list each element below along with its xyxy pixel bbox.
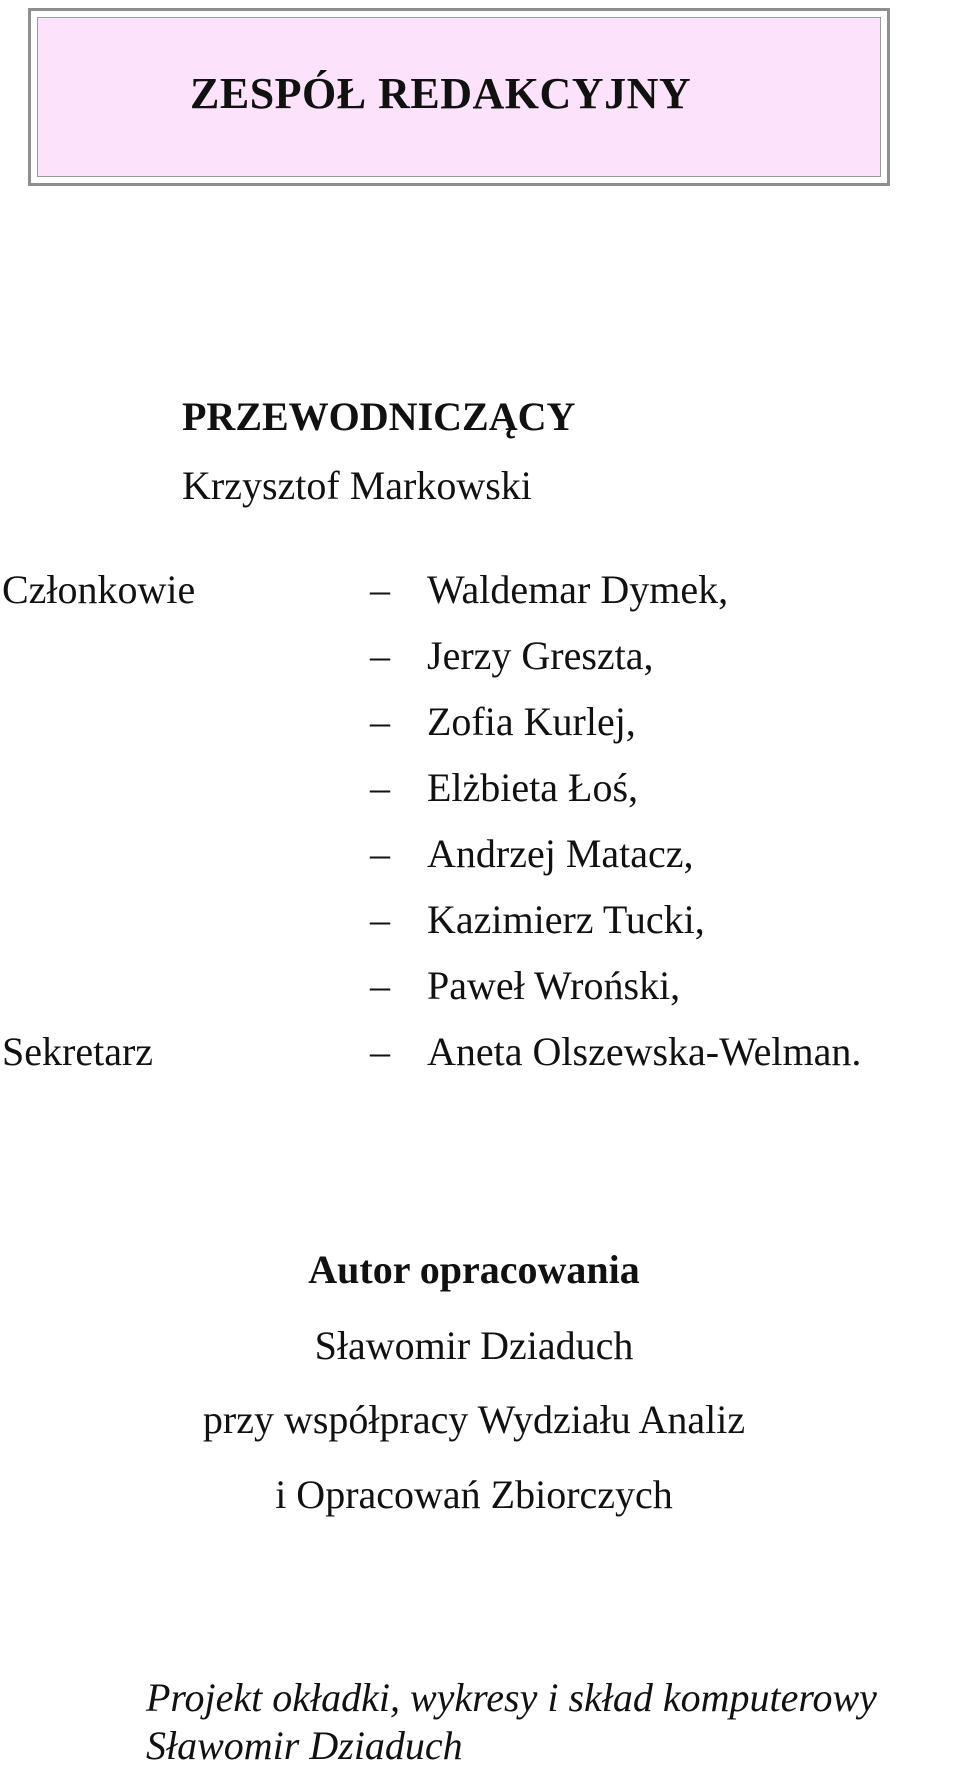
chair-heading: PRZEWODNICZĄCY (182, 394, 576, 439)
collaboration-line-1: przy współpracy Wydziału Analiz (202, 1397, 746, 1442)
dash-marker: – (370, 765, 390, 810)
member-name: Waldemar Dymek, (427, 567, 729, 612)
chair-name: Krzysztof Markowski (182, 463, 532, 508)
secretary-label: Sekretarz (2, 1029, 154, 1074)
dash-marker: – (370, 963, 390, 1008)
member-name: Elżbieta Łoś, (427, 765, 639, 810)
dash-marker: – (370, 831, 390, 876)
members-label: Członkowie (2, 567, 196, 612)
member-name: Kazimierz Tucki, (427, 897, 705, 942)
dash-marker: – (370, 633, 390, 678)
author-name: Sławomir Dziaduch (314, 1323, 634, 1368)
member-name: Jerzy Greszta, (427, 633, 654, 678)
page-title: ZESPÓŁ REDAKCYJNY (190, 69, 692, 118)
member-name: Paweł Wroński, (427, 963, 681, 1008)
member-name: Andrzej Matacz, (427, 831, 694, 876)
dash-marker: – (370, 567, 390, 612)
collaboration-line-2: i Opracowań Zbiorczych (275, 1472, 673, 1517)
member-name: Aneta Olszewska-Welman. (427, 1029, 862, 1074)
dash-marker: – (370, 699, 390, 744)
dash-marker: – (370, 897, 390, 942)
author-heading: Autor opracowania (308, 1247, 640, 1292)
member-name: Zofia Kurlej, (427, 699, 636, 744)
credits-line-1: Projekt okładki, wykresy i skład komputerowy (146, 1675, 877, 1720)
credits-line-2: Sławomir Dziaduch (146, 1723, 463, 1768)
dash-marker: – (370, 1029, 390, 1074)
